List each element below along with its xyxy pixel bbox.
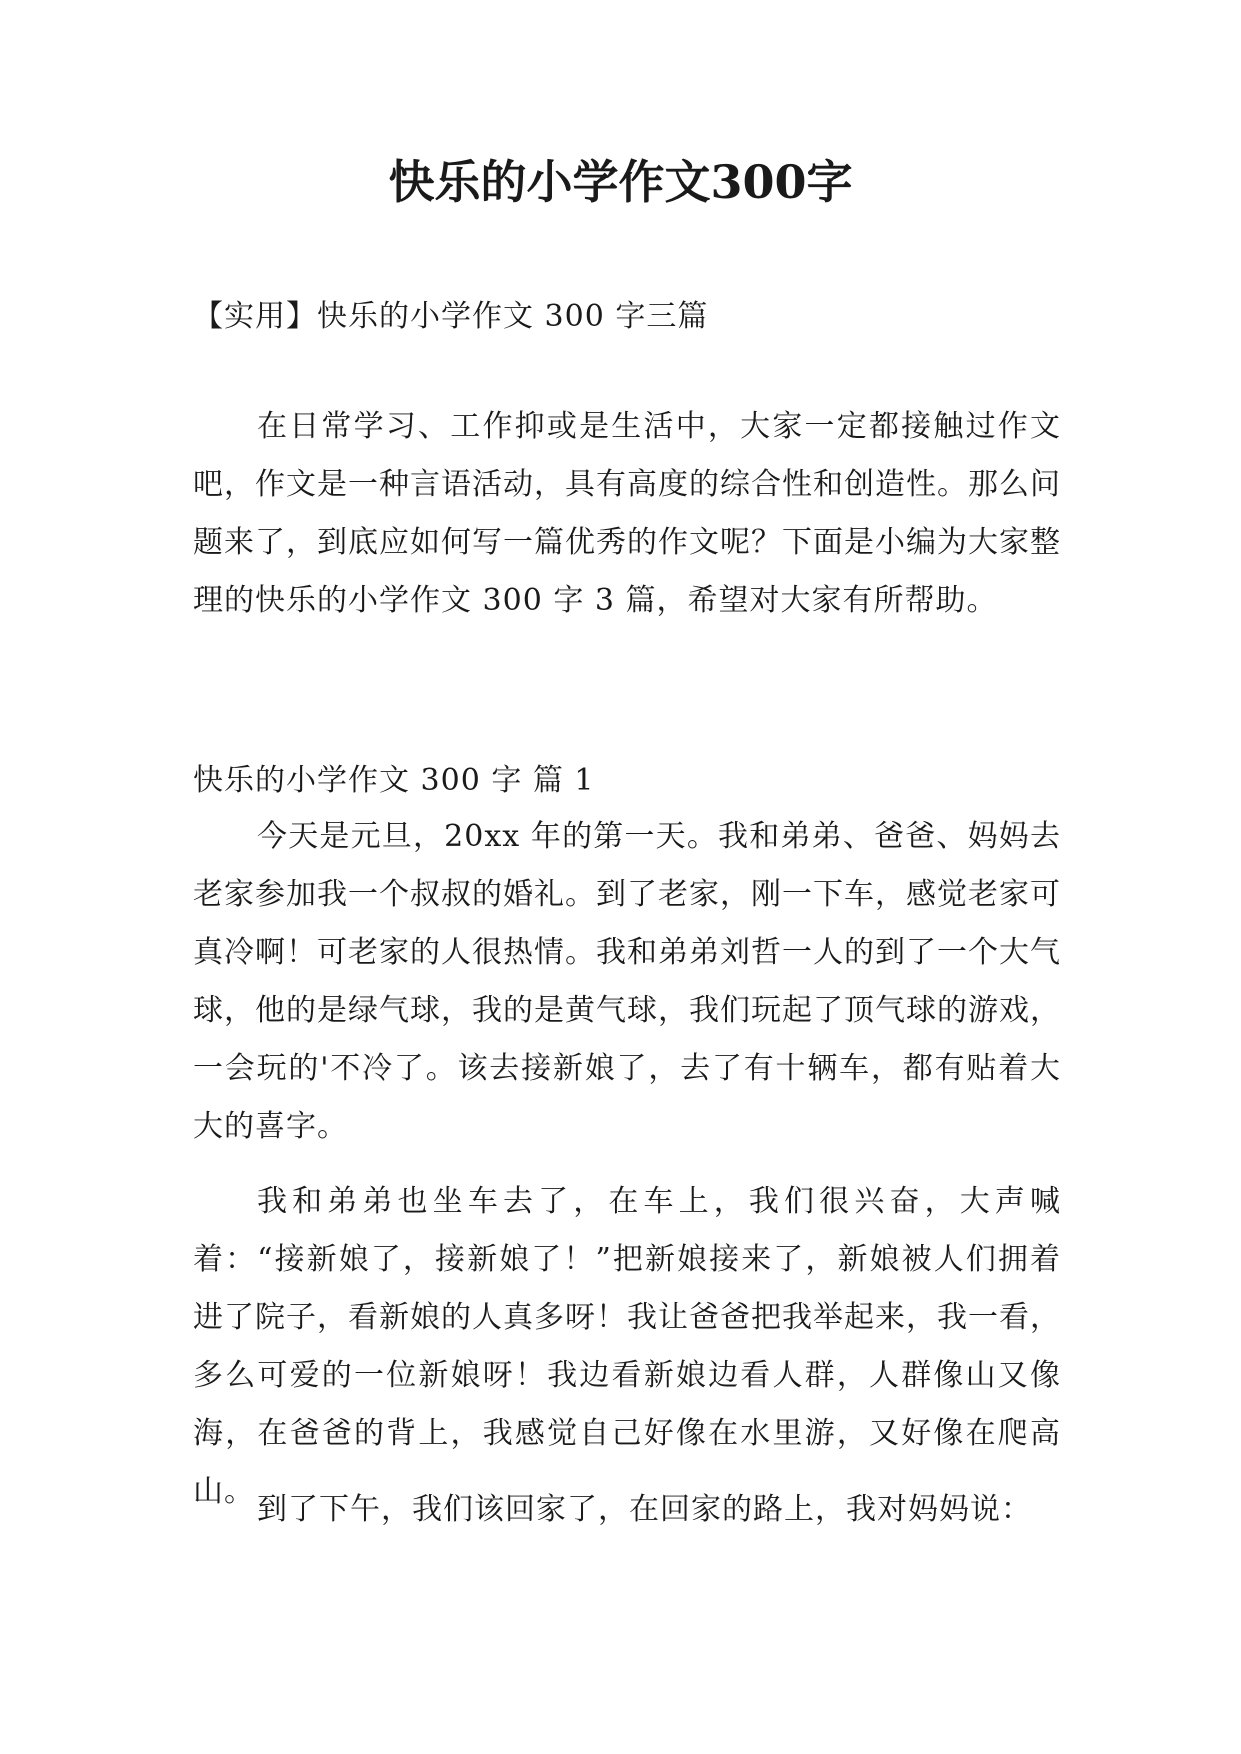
page-title: 快乐的小学作文300字 [388, 155, 853, 209]
document-subtitle: 【实用】快乐的小学作文 300 字三篇 [193, 299, 709, 334]
essay-paragraph: 到了下午，我们该回家了，在回家的路上，我对妈妈说： [257, 1492, 1032, 1527]
intro-paragraph: 在日常学习、工作抑或是生活中，大家一定都接触过作文吧，作文是一种言语活动，具有高度的综合性和创造性。那么问题来了，到底应如何写一篇优秀的作文呢？下面是小编为大家整理的快乐的小学作文 300 字 3 篇，希望对大家有所帮助。 [193, 409, 1061, 618]
section-heading: 快乐的小学作文 300 字 篇 1 [193, 763, 595, 798]
essay-paragraph: 我和弟弟也坐车去了，在车上，我们很兴奋，大声喊着：“接新娘了，接新娘了！”把新娘接来了，新娘被人们拥着进了院子，看新娘的人真多呀！我让爸爸把我举起来，我一看，多么可爱的一位新娘呀！我边看新娘边看人群，人群像山又像海，在爸爸的背上，我感觉自己好像在水里游，又好像在爬高山。 [193, 1184, 1061, 1509]
essay-paragraph: 今天是元旦，20xx 年的第一天。我和弟弟、爸爸、妈妈去老家参加我一个叔叔的婚礼。到了老家，刚一下车，感觉老家可真冷啊！可老家的人很热情。我和弟弟刘哲一人的到了一个大气球，他的是绿气球，我的是黄气球，我们玩起了顶气球的游戏，一会玩的'不冷了。该去接新娘了，去了有十辆车，都有贴着大大的喜字。 [193, 819, 1061, 1144]
